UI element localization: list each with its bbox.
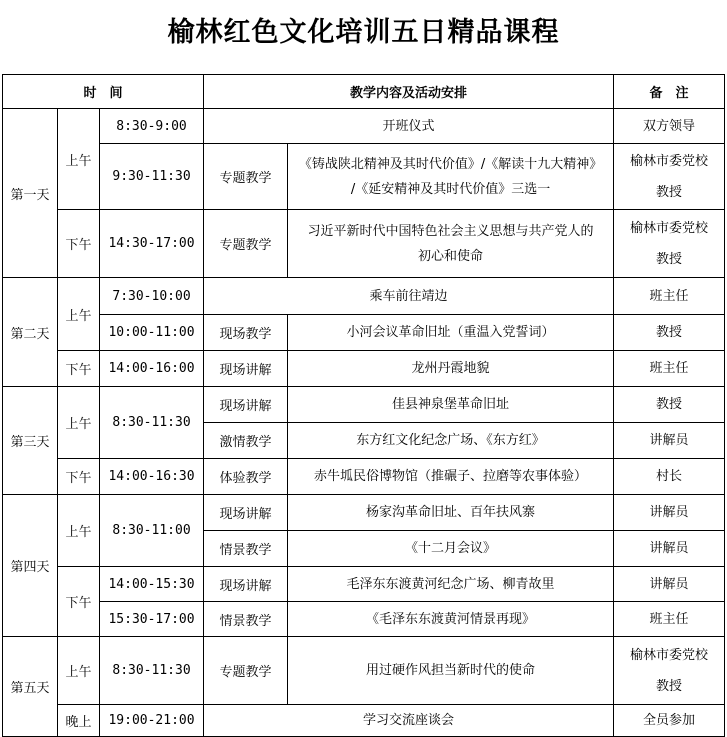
table-row — [3, 567, 725, 602]
content-cell — [288, 637, 614, 705]
time-cell: 14:00-15:30 — [100, 567, 204, 602]
content-line: 《十二月会议》 — [405, 541, 497, 556]
period-cell: 上午 — [58, 387, 100, 459]
note-line: 教授 — [656, 678, 683, 694]
period-cell: 上午 — [58, 637, 100, 705]
period-cell: 晚上 — [58, 705, 100, 737]
content-cell — [288, 567, 614, 602]
note-cell — [614, 210, 725, 278]
note-cell — [614, 315, 725, 351]
content-cell — [204, 278, 614, 315]
note-cell — [614, 459, 725, 495]
content-line: /《延安精神及其时代价值》三选一 — [350, 181, 551, 197]
time-cell: 15:30-17:00 — [100, 602, 204, 637]
note-cell — [614, 278, 725, 315]
note-line: 教授 — [656, 325, 683, 340]
content-cell — [288, 459, 614, 495]
schedule-table — [2, 74, 725, 737]
content-line: 初心和使命 — [418, 248, 484, 264]
period-cell: 下午 — [58, 459, 100, 495]
note-line: 讲解员 — [649, 433, 689, 448]
table-row — [3, 278, 725, 315]
period-cell: 下午 — [58, 351, 100, 387]
time-cell: 14:00-16:00 — [100, 351, 204, 387]
type-cell: 现场讲解 — [204, 387, 288, 423]
content-line: 佳县神泉堡革命旧址 — [392, 397, 510, 412]
note-cell — [614, 705, 725, 737]
content-line: 东方红文化纪念广场、《东方红》 — [356, 433, 545, 448]
time-cell: 14:00-16:30 — [100, 459, 204, 495]
table-row — [3, 144, 725, 210]
note-line: 榆林市委党校 — [630, 647, 709, 663]
note-line: 讲解员 — [649, 576, 689, 592]
note-cell — [614, 602, 725, 637]
content-line: 毛泽东东渡黄河纪念广场、柳青故里 — [346, 576, 555, 592]
time-cell: 7:30-10:00 — [100, 278, 204, 315]
type-cell: 情景教学 — [204, 602, 288, 637]
table-row — [3, 602, 725, 637]
content-cell — [288, 531, 614, 567]
table-row — [3, 109, 725, 144]
type-cell: 专题教学 — [204, 144, 288, 210]
type-cell: 现场教学 — [204, 315, 288, 351]
time-cell: 9:30-11:30 — [100, 144, 204, 210]
type-cell: 激情教学 — [204, 423, 288, 459]
period-cell: 上午 — [58, 278, 100, 351]
header-time: 时 间 — [3, 75, 204, 109]
content-cell — [288, 423, 614, 459]
type-cell: 现场讲解 — [204, 351, 288, 387]
day-cell: 第五天 — [3, 637, 58, 737]
time-cell: 8:30-9:00 — [100, 109, 204, 144]
type-cell: 现场讲解 — [204, 495, 288, 531]
time-cell: 8:30-11:00 — [100, 495, 204, 567]
note-cell — [614, 109, 725, 144]
content-cell — [288, 495, 614, 531]
day-cell: 第三天 — [3, 387, 58, 495]
note-cell — [614, 351, 725, 387]
note-cell — [614, 637, 725, 705]
content-line: 小河会议革命旧址（重温入党誓词） — [346, 325, 555, 340]
content-line: 乘车前往靖边 — [369, 288, 448, 304]
note-line: 教授 — [656, 184, 683, 200]
time-cell: 19:00-21:00 — [100, 705, 204, 737]
content-cell — [288, 387, 614, 423]
type-cell: 专题教学 — [204, 210, 288, 278]
note-cell — [614, 531, 725, 567]
note-line: 班主任 — [649, 611, 689, 627]
period-cell: 下午 — [58, 567, 100, 637]
note-cell — [614, 567, 725, 602]
content-cell — [204, 109, 614, 144]
content-line: 用过硬作风担当新时代的使命 — [366, 663, 536, 678]
table-row — [3, 459, 725, 495]
table-header-row — [3, 75, 725, 109]
content-cell — [204, 705, 614, 737]
period-cell: 上午 — [58, 495, 100, 567]
note-line: 榆林市委党校 — [630, 220, 709, 236]
page-title: 榆林红色文化培训五日精品课程 — [167, 17, 560, 48]
table-row — [3, 210, 725, 278]
day-cell: 第四天 — [3, 495, 58, 637]
type-cell: 专题教学 — [204, 637, 288, 705]
type-cell: 体验教学 — [204, 459, 288, 495]
note-line: 班主任 — [649, 361, 689, 376]
note-line: 榆林市委党校 — [630, 153, 709, 169]
time-cell: 8:30-11:30 — [100, 637, 204, 705]
header-note: 备 注 — [614, 75, 725, 109]
content-line: 习近平新时代中国特色社会主义思想与共产党人的 — [307, 223, 594, 239]
time-cell: 10:00-11:00 — [100, 315, 204, 351]
note-line: 班主任 — [649, 288, 689, 304]
content-line: 杨家沟革命旧址、百年扶风寨 — [366, 505, 536, 520]
table-row — [3, 637, 725, 705]
table-row — [3, 495, 725, 531]
table-row — [3, 705, 725, 737]
header-content: 教学内容及活动安排 — [204, 75, 614, 109]
content-line: 《毛泽东东渡黄河情景再现》 — [366, 611, 536, 627]
time-cell: 8:30-11:30 — [100, 387, 204, 459]
note-line: 全员参加 — [643, 713, 696, 728]
content-cell — [288, 144, 614, 210]
type-cell: 现场讲解 — [204, 567, 288, 602]
day-cell: 第二天 — [3, 278, 58, 387]
day-cell: 第一天 — [3, 109, 58, 278]
note-cell — [614, 495, 725, 531]
content-cell — [288, 210, 614, 278]
note-line: 双方领导 — [643, 118, 696, 134]
content-cell — [288, 315, 614, 351]
time-cell: 14:30-17:00 — [100, 210, 204, 278]
note-line: 教授 — [656, 397, 683, 412]
table-row — [3, 351, 725, 387]
period-cell: 下午 — [58, 210, 100, 278]
note-line: 村长 — [656, 469, 683, 484]
note-line: 讲解员 — [649, 505, 689, 520]
content-line: 龙州丹霞地貌 — [411, 361, 490, 376]
type-cell: 情景教学 — [204, 531, 288, 567]
content-cell — [288, 351, 614, 387]
content-line: 赤牛坬民俗博物馆（推碾子、拉磨等农事体验） — [314, 469, 588, 484]
note-line: 讲解员 — [649, 541, 689, 556]
content-line: 学习交流座谈会 — [363, 713, 455, 728]
table-row — [3, 315, 725, 351]
content-line: 开班仪式 — [382, 118, 435, 134]
note-line: 教授 — [656, 251, 683, 267]
note-cell — [614, 144, 725, 210]
note-cell — [614, 387, 725, 423]
note-cell — [614, 423, 725, 459]
content-line: 《铸战陕北精神及其时代价值》/《解读十九大精神》 — [298, 156, 603, 172]
table-row — [3, 387, 725, 423]
period-cell: 上午 — [58, 109, 100, 210]
content-cell — [288, 602, 614, 637]
